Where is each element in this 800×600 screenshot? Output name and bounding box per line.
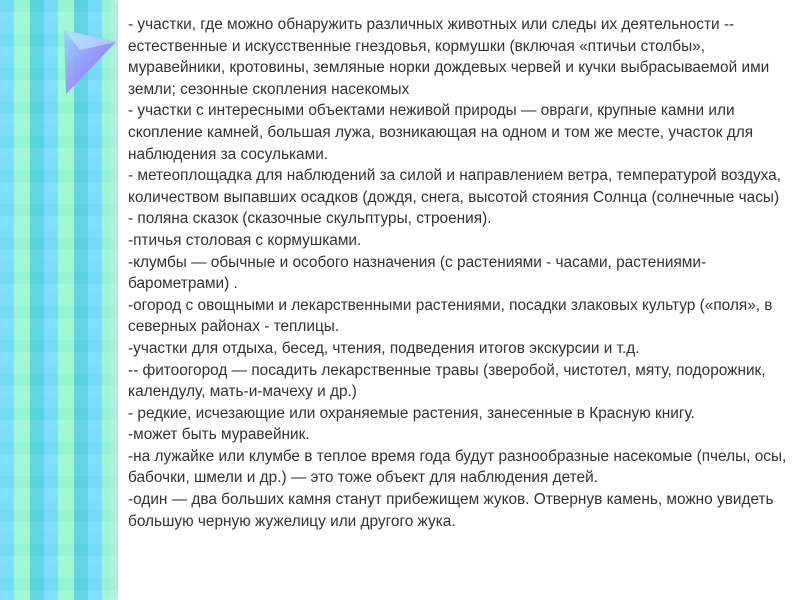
paragraph: -птичья столовая с кормушками. (128, 231, 362, 249)
paragraph: -- фитоогород — посадить лекарственные травы (зверобой, чистотел, мяту, подорожник, календулу, мать-и-мачеху и др.) (128, 361, 766, 401)
paragraph: -может быть муравейник. (128, 426, 310, 444)
body-text (128, 14, 798, 532)
paragraph: - метеоплощадка для наблюдений за силой и направлением ветра, температурой воздуха, количеством выпавших осадков (дождя, снега, высотой стояния Солнца (солнечные часы) (128, 167, 782, 206)
paragraph: - участки с интересными объектами неживой природы — овраги, крупные камни или скопление камней, большая лужа, возникающая на одном и том же месте, участок для наблюдения за сосульками. (128, 102, 754, 163)
paragraph: -клумбы — обычные и особого назначения (с растениями - часами, растениями-барометрами) . (128, 253, 707, 293)
paragraph: -на лужайке или клумбе в теплое время года будут разнообразные насекомые (пчелы, осы, бабочки, шмели и др.) — это тоже объект для наблюдения детей. (128, 447, 787, 487)
paragraph: -огород с овощными и лекарственными растениями, посадки злаковых культур («поля», в северных районах - теплицы. (128, 296, 773, 336)
text-panel (118, 0, 800, 600)
paragraph: - редкие, исчезающие или охраняемые растения, занесенные в Красную книгу. (128, 404, 695, 422)
triangle-pointer-icon (62, 28, 118, 96)
paragraph: - поляна сказок (сказочные скульптуры, строения). (128, 210, 492, 228)
paragraph: - участки, где можно обнаружить различных животных или следы их деятельности -- естественные и искусственные гнездовья, кормушки (включая «птичьи столбы», муравейники, кротовины, земляные норки дождевых червей и кучки выбрасываемой ими земли; сезонные скопления насекомых (128, 16, 770, 98)
paragraph: -участки для отдыха, бесед, чтения, подведения итогов экскурсии и т.д. (128, 339, 640, 357)
paragraph: -один — два больших камня станут прибежищем жуков. Отвернув камень, можно увидеть большую черную жужелицу или другого жука. (128, 491, 774, 530)
